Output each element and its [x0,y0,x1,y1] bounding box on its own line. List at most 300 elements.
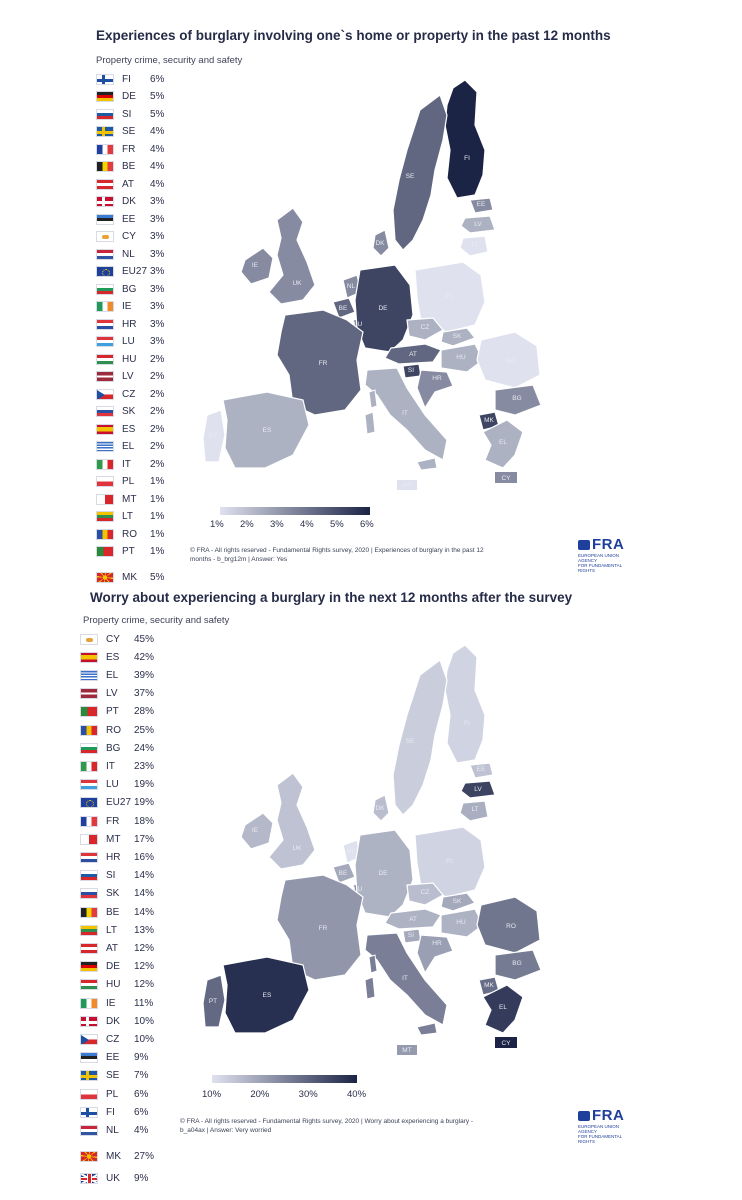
country-it-island [365,412,375,434]
map-label-fr: FR [318,360,328,367]
flag-icon-lv [80,688,98,699]
country-value: 12% [134,942,155,954]
credit-line-2: months - b_brg12m | Answer: Yes [190,556,288,563]
map-label-pt: PT [208,433,218,440]
fra-logo-icon [578,540,590,550]
flag-icon-mt [80,834,98,845]
legend-row-si [80,868,162,884]
country-value: 14% [134,870,155,882]
map-label-be: BE [338,870,348,877]
country-uk [269,773,315,869]
flag-icon-it [80,761,98,772]
flag-icon-cy [80,634,98,645]
legend-row-de [80,959,162,975]
legend-row-mk [80,1149,162,1165]
legend-row-be [96,159,178,175]
legend-row-fi [80,1104,162,1120]
legend-row-ee [80,1050,162,1066]
flag-icon-cz [96,389,114,400]
country-code: DE [106,961,120,973]
map-label-sk: SK [452,333,462,340]
map-label-hr: HR [432,375,442,382]
flag-icon-it [96,459,114,470]
fra-logo [578,1107,638,1144]
map-label-mk: MK [484,417,494,424]
country-value: 1% [150,546,165,557]
country-code: PL [122,476,135,487]
map-label-fi: FI [464,720,470,727]
legend-row-dk [80,1013,162,1029]
map-label-nl: NL [346,848,356,855]
map-label-it: IT [402,410,408,417]
map-label-es: ES [262,992,272,999]
country-value: 12% [134,979,155,991]
legend-row-uk [80,1171,162,1187]
legend-row-sk [96,404,178,420]
country-value: 1% [150,476,165,487]
legend-row-eu27 [80,795,162,811]
scale-tick-label: 40% [347,1089,367,1100]
country-it-island [417,1023,437,1035]
map-label-lv: LV [474,786,482,793]
legend-row-hu [96,351,178,367]
fra-logo-line2: FOR FUNDAMENTAL RIGHTS [578,1134,623,1144]
map-label-fr: FR [318,925,328,932]
country-value: 3% [150,318,165,330]
country-value: 18% [134,815,155,827]
scale-tick-label: 10% [202,1089,222,1100]
country-value: 3% [150,231,165,242]
legend-row-eu27 [96,264,178,280]
country-value: 4% [150,126,165,137]
country-value: 13% [134,924,155,936]
chart-panel-burglary-experience [0,0,742,590]
legend-row-pt [96,544,178,560]
country-code: DK [122,196,136,207]
legend-row-mk [96,569,178,585]
map-label-mt: MT [402,1047,412,1054]
flag-icon-de [96,91,114,102]
scale-tick-label: 30% [298,1089,318,1100]
legend-row-be [80,904,162,920]
map-label-hr: HR [432,940,442,947]
country-code: HU [106,979,121,991]
country-value: 4% [150,161,165,172]
flag-icon-eu27 [80,797,98,808]
flag-icon-fr [96,144,114,155]
flag-icon-pt [80,706,98,717]
country-value: 4% [134,1124,149,1136]
flag-icon-pl [96,476,114,487]
map-label-at: AT [409,916,417,923]
country-value: 37% [134,688,155,700]
country-se [393,95,447,250]
map-label-fi: FI [464,155,470,162]
map-label-ro: RO [506,923,516,930]
map-label-el: EL [499,439,507,446]
flag-icon-lv [96,371,114,382]
flag-icon-uk [80,1173,98,1184]
legend-row-nl [96,246,178,262]
scale-tick-label: 2% [240,519,254,530]
country-code: UK [106,1173,120,1185]
legend-row-fi [96,71,178,87]
legend-row-at [80,940,162,956]
flag-icon-si [80,870,98,881]
legend-row-dk [96,194,178,210]
scale-tick-label: 5% [330,519,344,530]
flag-icon-dk [96,196,114,207]
legend-row-pl [80,1086,162,1102]
country-value: 3% [150,301,165,312]
country-code: FR [106,815,120,827]
country-value: 2% [150,458,165,470]
flag-icon-fi [80,1107,98,1118]
legend-row-es [80,649,162,665]
map-label-lu: LU [353,886,363,893]
legend-row-ro [96,526,178,542]
country-code: DE [122,91,136,102]
legend-row-cz [96,386,178,402]
color-scale-bar [220,507,370,515]
map-label-pt: PT [208,998,218,1005]
country-code: IT [122,458,131,470]
map-label-se: SE [405,738,415,745]
flag-icon-el [96,441,114,452]
legend-row-bg [80,740,162,756]
map-label-ie: IE [251,262,259,269]
country-value: 3% [150,266,165,277]
legend-row-it [96,456,178,472]
legend-row-pt [80,704,162,720]
legend-row-el [96,439,178,455]
map-label-be: BE [338,305,348,312]
country-value: 3% [150,213,165,225]
country-code: PT [122,546,135,557]
scale-tick-label: 3% [270,519,284,530]
country-code: AT [122,178,135,190]
country-code: HR [106,851,121,863]
country-value: 12% [134,961,155,973]
credit-line-1: © FRA - All rights reserved - Fundamental Rights survey, 2020 | Experiences of burglary in the past 12 [190,547,484,554]
legend-row-lv [96,369,178,385]
country-code: EE [122,213,136,225]
map-label-uk: UK [292,280,302,287]
flag-icon-bg [96,284,114,295]
country-value: 9% [134,1173,149,1185]
country-value: 24% [134,742,155,754]
legend-row-at [96,176,178,192]
flag-icon-bg [80,743,98,754]
country-code: EL [122,441,135,452]
country-code: CZ [122,388,136,400]
map-label-bg: BG [512,960,522,967]
flag-icon-be [96,161,114,172]
legend-row-cy [96,229,178,245]
legend-row-nl [80,1122,162,1138]
flag-icon-hr [96,319,114,330]
flag-icon-lt [96,511,114,522]
country-code: CZ [106,1033,120,1045]
map-label-cy: CY [501,475,511,482]
country-code: AT [106,942,119,954]
fra-logo [578,536,638,573]
country-code: PL [106,1088,119,1100]
flag-icon-fr [80,816,98,827]
country-value: 9% [134,1052,149,1064]
country-uk [269,208,315,304]
chart-subtitle: Property crime, security and safety [96,55,243,66]
country-code: SI [106,870,116,882]
map-label-de: DE [378,870,388,877]
flag-icon-si [96,109,114,120]
country-code: LV [106,688,118,700]
map-label-lv: LV [474,221,482,228]
flag-icon-el [80,670,98,681]
country-value: 2% [150,353,165,365]
country-code: EU27 [122,266,148,277]
country-code: BE [106,906,120,918]
country-value: 1% [150,493,165,505]
country-code: NL [106,1124,119,1136]
fra-logo-text: FRA [592,536,625,553]
country-code: ES [122,423,136,435]
country-code: FI [122,73,131,85]
country-value: 3% [150,248,165,260]
map-label-ee: EE [476,201,486,208]
country-value: 5% [150,108,165,120]
country-code: EE [106,1052,120,1064]
country-code: PT [106,706,119,718]
map-label-hu: HU [456,354,466,361]
country-code: SE [106,1070,120,1082]
flag-icon-pl [80,1089,98,1100]
map-label-dk: DK [375,240,385,247]
country-code: IT [106,760,115,772]
legend-row-lt [80,922,162,938]
map-label-el: EL [499,1004,507,1011]
color-scale-bar [212,1075,357,1083]
country-value: 4% [150,143,165,155]
map-label-uk: UK [292,845,302,852]
map-label-pl: PL [446,858,454,865]
legend-row-fr [80,813,162,829]
country-value: 27% [134,1151,155,1163]
source-credit [190,546,484,564]
map-label-pl: PL [446,293,454,300]
country-value: 2% [150,406,165,417]
country-value: 6% [150,73,165,85]
flag-icon-eu27 [96,266,114,277]
country-value: 45% [134,633,155,645]
flag-icon-se [96,126,114,137]
map-label-ee: EE [476,766,486,773]
country-fr-corsica [369,390,377,408]
map-label-it: IT [402,975,408,982]
country-code: IE [122,301,132,312]
legend-row-si [96,106,178,122]
country-value: 10% [134,1015,155,1027]
flag-icon-de [80,961,98,972]
legend-row-lt [96,509,178,525]
country-code: RO [122,528,137,540]
country-se [393,660,447,815]
flag-icon-ro [80,725,98,736]
map-label-bg: BG [512,395,522,402]
map-label-hu: HU [456,919,466,926]
flag-icon-ro [96,529,114,540]
country-value: 2% [150,423,165,435]
country-value: 2% [150,388,165,400]
credit-line-2: b_a04ax | Answer: Very worried [180,1127,272,1134]
fra-logo-line1: EUROPEAN UNION AGENCY [578,1124,620,1134]
flag-icon-ee [96,214,114,225]
country-it-island [365,977,375,999]
country-code: EL [106,669,119,681]
legend-row-ie [96,299,178,315]
country-code: IE [106,997,116,1009]
legend-row-sk [80,886,162,902]
chart-title: Worry about experiencing a burglary in the next 12 months after the survey [90,590,573,605]
country-value: 6% [134,1106,149,1118]
country-code: LT [106,924,117,936]
legend-row-fr [96,141,178,157]
country-code: EU27 [106,797,132,809]
country-code: LU [122,336,135,347]
flag-icon-se [80,1070,98,1081]
country-code: FR [122,143,136,155]
legend-row-lv [80,686,162,702]
country-code: BG [106,742,121,754]
flag-icon-ie [80,998,98,1009]
map-label-lt: LT [471,806,479,813]
map-label-sk: SK [452,898,462,905]
country-code: NL [122,248,135,260]
legend-row-hr [80,849,162,865]
country-code: MK [122,571,137,583]
country-value: 5% [150,571,165,583]
country-fi [445,80,485,198]
flag-icon-sk [80,888,98,899]
country-value: 5% [150,91,165,102]
country-value: 17% [134,833,155,845]
legend-row-pl [96,474,178,490]
country-value: 4% [150,178,165,190]
legend-row-hr [96,316,178,332]
country-code: HU [122,353,137,365]
scale-tick-label: 6% [360,519,374,530]
flag-icon-at [96,179,114,190]
legend-row-lu [96,334,178,350]
country-it-island [417,458,437,470]
fra-logo-line2: FOR FUNDAMENTAL RIGHTS [578,563,623,573]
chart-title: Experiences of burglary involving one`s home or property in the past 12 months [96,28,611,43]
flag-icon-hu [80,979,98,990]
flag-icon-es [96,424,114,435]
flag-icon-pt [96,546,114,557]
legend-row-cy [80,631,162,647]
map-label-se: SE [405,173,415,180]
legend-row-lu [80,777,162,793]
country-value: 3% [150,336,165,347]
country-code: ES [106,651,120,663]
country-value: 11% [134,997,154,1009]
legend-row-it [80,758,162,774]
map-label-si: SI [407,932,415,939]
country-code: MT [106,833,121,845]
country-fi [445,645,485,763]
country-code: FI [106,1106,115,1118]
legend-row-ie [80,995,162,1011]
country-value: 6% [134,1088,149,1100]
legend-row-mt [96,491,178,507]
country-value: 2% [150,441,165,452]
fra-logo-icon [578,1111,590,1121]
country-value: 42% [134,651,155,663]
country-value: 14% [134,906,155,918]
map-label-lt: LT [471,241,479,248]
flag-icon-hu [96,354,114,365]
map-label-de: DE [378,305,388,312]
legend-row-es [96,421,178,437]
legend-row-mt [80,831,162,847]
flag-icon-fi [96,74,114,85]
map-label-ro: RO [506,358,516,365]
country-code: MK [106,1151,121,1163]
country-code: LV [122,371,134,382]
scale-tick-label: 4% [300,519,314,530]
map-label-nl: NL [346,283,356,290]
map-label-mt: MT [402,482,412,489]
map-label-lu: LU [353,321,363,328]
flag-icon-nl [80,1125,98,1136]
country-value: 39% [134,669,155,681]
flag-icon-mt [96,494,114,505]
country-value: 25% [134,724,155,736]
fra-logo-text: FRA [592,1107,625,1124]
flag-icon-nl [96,249,114,260]
country-code: LU [106,779,119,791]
map-label-dk: DK [375,805,385,812]
flag-icon-at [80,943,98,954]
country-code: SE [122,126,136,137]
legend-row-se [80,1068,162,1084]
flag-icon-lt [80,925,98,936]
map-label-es: ES [262,427,272,434]
legend-row-cz [80,1031,162,1047]
legend-row-se [96,124,178,140]
country-code: CY [106,633,120,645]
country-value: 19% [134,779,155,791]
country-value: 3% [150,196,165,207]
map-label-mk: MK [484,982,494,989]
scale-tick-label: 1% [210,519,224,530]
legend-row-hu [80,977,162,993]
map-label-at: AT [409,351,417,358]
source-credit [180,1117,473,1135]
flag-icon-ie [96,301,114,312]
flag-icon-lu [80,779,98,790]
flag-icon-sk [96,406,114,417]
europe-map [185,635,575,1075]
flag-icon-mk [96,572,114,583]
color-scale [220,507,370,515]
europe-map [185,70,575,510]
country-code: MT [122,493,137,505]
chart-panel-burglary-worry [0,590,742,1200]
country-value: 23% [134,760,155,772]
country-code: HR [122,318,137,330]
